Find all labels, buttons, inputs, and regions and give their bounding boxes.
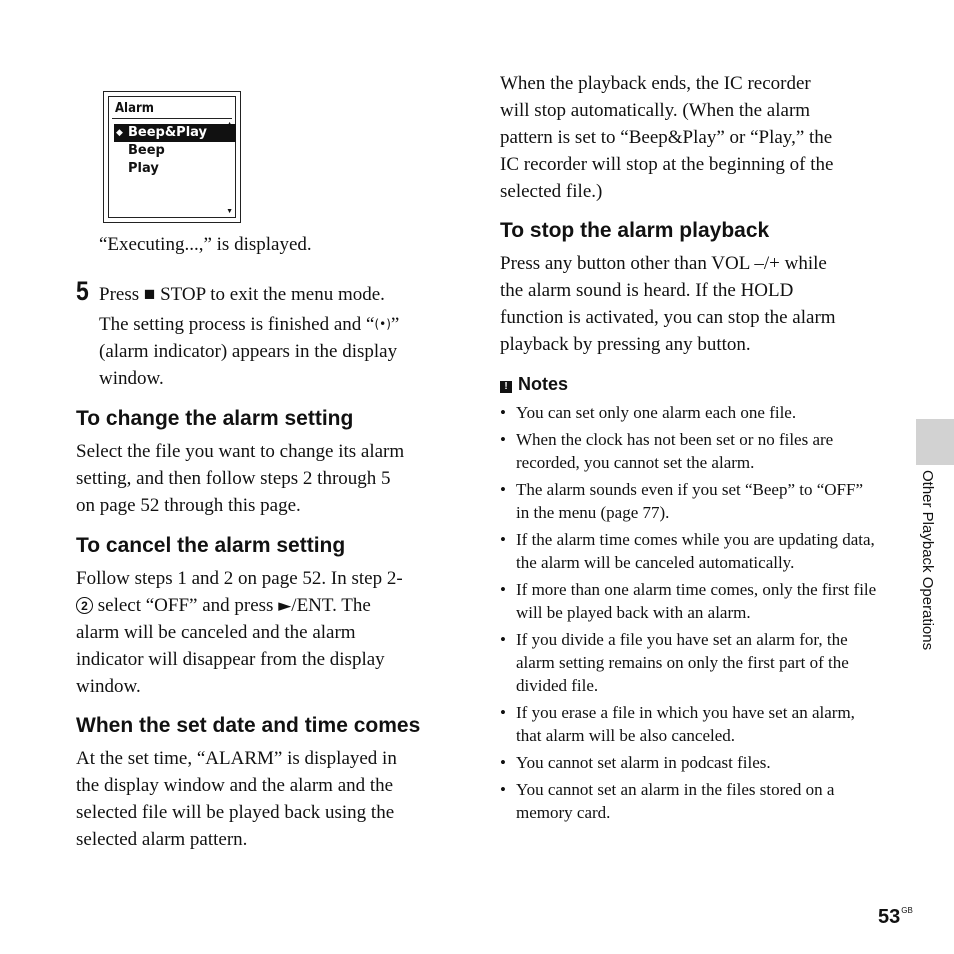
step-number: 5 [76, 276, 89, 306]
stop-playback-line2: the alarm sound is heard. If the HOLD [500, 280, 794, 301]
note-item: • The alarm sounds even if you set “Beep” to “OFF” in the menu (page 77). [500, 478, 880, 524]
note-item: • If more than one alarm time comes, only the first file will be played back with an alarm. [500, 578, 880, 624]
change-alarm-line3: on page 52 through this page. [76, 495, 301, 516]
scroll-up-icon: ▲ [226, 120, 233, 128]
notes-list [500, 401, 880, 828]
display-title: Alarm [115, 101, 154, 116]
set-time-line3: selected file will be played back using the [76, 802, 395, 823]
change-alarm-line2: setting, and then follow steps 2 through 5 [76, 468, 391, 489]
note-item: • You can set only one alarm each one file. [500, 401, 880, 424]
note-item: • If you divide a file you have set an alarm for, the alarm setting remains on only the first part of the divided file. [500, 628, 880, 697]
page-number: $53^{GB}$ [878, 906, 913, 928]
note-item: • If the alarm time comes while you are updating data, the alarm will be canceled automatically. [500, 528, 880, 574]
playback-end-line2: will stop automatically. (When the alarm [500, 100, 811, 121]
set-time-line4: selected alarm pattern. [76, 829, 248, 850]
cancel-alarm-line5: window. [76, 676, 141, 697]
step-circle-icon: 2 [76, 597, 93, 614]
note-item: • If you erase a file in which you have set an alarm, that alarm will be also canceled. [500, 701, 880, 747]
step5-result-line1: The setting process is finished and “(•)” [99, 314, 400, 335]
alarm-menu-display [103, 91, 241, 223]
alarm-indicator-icon: (•) [374, 317, 391, 331]
step5-result-line2: (alarm indicator) appears in the display [99, 341, 398, 362]
note-item: • You cannot set alarm in podcast files. [500, 751, 880, 774]
cancel-alarm-line2: 2 select “OFF” and press ►/ENT. The [76, 592, 371, 620]
stop-playback-line1: Press any button other than VOL –/+ while [500, 253, 827, 274]
playback-end-line1: When the playback ends, the IC recorder [500, 73, 811, 94]
change-alarm-heading: To change the alarm setting [76, 407, 354, 430]
playback-end-line5: selected file.) [500, 181, 603, 202]
section-tab [916, 419, 954, 465]
cancel-alarm-line3: alarm will be canceled and the alarm [76, 622, 356, 643]
set-time-heading: When the set date and time comes [76, 714, 421, 737]
note-icon: ! [500, 381, 512, 393]
step5-result-line3: window. [99, 368, 164, 389]
notes-heading: ! Notes [500, 374, 568, 395]
stop-playback-line4: playback by pressing any button. [500, 334, 751, 355]
alarm-option-play: Play [128, 161, 159, 176]
region-code: GB [901, 906, 913, 915]
note-item: • You cannot set an alarm in the files stored on a memory card. [500, 778, 880, 824]
display-divider [112, 118, 232, 119]
set-time-line1: At the set time, “ALARM” is displayed in [76, 748, 397, 769]
cancel-alarm-heading: To cancel the alarm setting [76, 534, 346, 557]
cancel-alarm-line4: indicator will disappear from the display [76, 649, 385, 670]
cancel-alarm-line1: Follow steps 1 and 2 on page 52. In step 2- [76, 568, 403, 589]
executing-note: “Executing...,” is displayed. [99, 234, 312, 255]
playback-end-line3: pattern is set to “Beep&Play” or “Play,” the [500, 127, 833, 148]
step5-instruction: Press ■ STOP to exit the menu mode. [99, 284, 385, 305]
stop-playback-heading: To stop the alarm playback [500, 219, 770, 242]
alarm-option-beep: Beep [128, 143, 165, 158]
alarm-option-beep-play: ◆ Beep&Play [114, 124, 236, 142]
section-label: Other Playback Operations [919, 470, 936, 651]
stop-playback-line3: function is activated, you can stop the alarm [500, 307, 836, 328]
play-icon: ► [278, 596, 292, 616]
alarm-option-list [114, 124, 236, 178]
scroll-down-icon: ▼ [226, 207, 233, 215]
note-item: • When the clock has not been set or no files are recorded, you cannot set the alarm. [500, 428, 880, 474]
set-time-line2: the display window and the alarm and the [76, 775, 394, 796]
display-frame [108, 96, 236, 218]
change-alarm-line1: Select the file you want to change its alarm [76, 441, 405, 462]
playback-end-line4: IC recorder will stop at the beginning of the [500, 154, 834, 175]
